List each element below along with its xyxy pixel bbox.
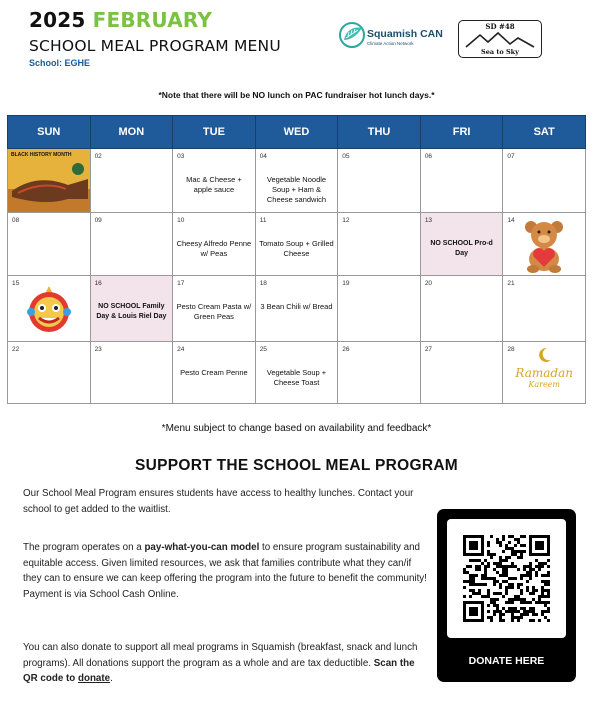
meal-item: Vegetable Soup + Cheese Toast [266, 368, 327, 387]
day-header-sat: SAT [503, 116, 586, 149]
calendar-cell [255, 213, 338, 276]
menu-disclaimer: *Menu subject to change based on availability and feedback* [161, 423, 432, 434]
calendar-day-header [8, 116, 586, 149]
bhm-label: BLACK HISTORY MONTH [11, 152, 72, 158]
p3-bold: Scan the QR code to [23, 657, 415, 684]
support-paragraph-1: Our School Meal Program ensures students have access to healthy lunches. Contact your school to get added to the waitlist. [23, 488, 414, 515]
day-number: 15 [12, 280, 20, 287]
calendar-cell [173, 149, 256, 213]
calendar-cell [8, 213, 91, 276]
meal-item: Mac & Cheese + apple sauce [186, 175, 242, 194]
day-number: 24 [177, 346, 185, 353]
day-number: 25 [259, 346, 267, 353]
support-title: SUPPORT THE SCHOOL MEAL PROGRAM [134, 457, 459, 474]
meal-item: 3 Bean Chili w/ Bread [260, 302, 333, 311]
teddy-bear-heart-icon [521, 217, 567, 273]
day-header-fri: FRI [420, 116, 503, 149]
calendar-body [8, 149, 586, 404]
meal-item: Tomato Soup + Grilled Cheese [259, 239, 334, 258]
sd-tagline: Sea to Sky [481, 48, 519, 56]
meal-item: Cheesy Alfredo Penne w/ Peas [176, 239, 252, 258]
no-school-notice: NO SCHOOL Pro-d Day [430, 240, 493, 257]
calendar-week-3 [8, 276, 586, 342]
p2-text-before: The program operates on a [23, 542, 145, 553]
day-number: 26 [342, 346, 350, 353]
no-school-notice: NO SCHOOL Family Day & Louis Riel Day [96, 303, 167, 320]
p3-text-end: . [110, 673, 113, 684]
ramadan-sub-label: Kareem [528, 380, 560, 389]
meal-item: Vegetable Noodle Soup + Ham & Cheese sandwich [266, 175, 327, 204]
ramadan-label: Ramadan [515, 366, 573, 380]
calendar-week-4 [8, 342, 586, 404]
day-number: 27 [424, 346, 433, 353]
calendar-week-2 [8, 213, 586, 276]
donate-qr-card[interactable] [437, 509, 576, 682]
donate-here-label: DONATE HERE [468, 655, 545, 667]
day-number: 19 [342, 280, 350, 287]
p3-text-before: You can also donate to support all meal programs in Squamish (breakfast, snack and lunch programs). All donations support the program as a whole and are tax deductible. [23, 642, 418, 669]
qr-code-icon[interactable] [447, 519, 566, 638]
calendar-week-1 [8, 149, 586, 213]
day-number: 21 [507, 280, 515, 287]
sd-number: SD #48 [485, 22, 515, 31]
day-number: 09 [94, 217, 102, 224]
calendar-cell [338, 276, 421, 342]
calendar-cell [255, 342, 338, 404]
calendar-cell [90, 276, 173, 342]
calendar-cell [255, 276, 338, 342]
squamish-can-tagline: Climate Action Network [367, 41, 414, 46]
donate-link[interactable]: donate [77, 673, 111, 684]
calendar-cell [420, 276, 503, 342]
calendar-cell [503, 276, 586, 342]
p2-text-after: to ensure program sustainability and equitable access. Given limited resources, we ask that families contribute what they can/if they can to ensure we can keep offering the program into the future to benefit the community! Payment is via School Cash Online. [23, 542, 427, 600]
day-number: 18 [259, 280, 267, 287]
calendar-cell [90, 149, 173, 213]
day-number: 13 [424, 217, 433, 224]
day-number: 06 [424, 153, 433, 160]
calendar-cell [338, 213, 421, 276]
day-header-mon: MON [90, 116, 173, 149]
day-header-sun: SUN [8, 116, 91, 149]
page-subtitle: SCHOOL MEAL PROGRAM MENU [29, 37, 281, 55]
day-header-wed: WED [255, 116, 338, 149]
calendar-cell [255, 149, 338, 213]
p2-bold: pay-what-you-can model [144, 542, 260, 553]
meal-item: Pesto Cream Pasta w/ Green Peas [176, 302, 252, 321]
calendar-cell [8, 276, 91, 342]
meal-calendar [7, 115, 586, 404]
day-number: 16 [94, 280, 102, 287]
calendar-cell [90, 213, 173, 276]
calendar-cell [503, 149, 586, 213]
mountain-icon [460, 30, 540, 50]
calendar-cell [173, 276, 256, 342]
squamish-can-name: Squamish CAN [367, 28, 443, 40]
day-number: 20 [424, 280, 433, 287]
calendar-cell [173, 342, 256, 404]
calendar-cell [338, 149, 421, 213]
support-paragraph-2 [23, 540, 428, 602]
day-number: 07 [507, 153, 515, 160]
calendar-cell [8, 149, 91, 213]
qr-code-area [447, 519, 566, 638]
meal-item: Pesto Cream Penne [180, 368, 248, 377]
support-paragraph-3 [23, 640, 428, 687]
day-header-thu: THU [338, 116, 421, 149]
calendar-cell [173, 213, 256, 276]
calendar-cell [503, 213, 586, 276]
sd48-logo [458, 20, 542, 58]
day-number: 17 [177, 280, 185, 287]
day-number: 14 [507, 217, 515, 224]
day-number: 03 [177, 153, 185, 160]
day-number: 12 [342, 217, 350, 224]
day-number: 23 [94, 346, 102, 353]
calendar-cell [338, 342, 421, 404]
calendar-cell [503, 342, 586, 404]
pac-note: *Note that there will be NO lunch on PAC fundraiser hot lunch days.* [158, 90, 435, 100]
leaf-globe-icon [338, 20, 366, 50]
calendar-cell [420, 342, 503, 404]
calendar-cell [420, 149, 503, 213]
day-number: 11 [259, 217, 267, 224]
day-number: 05 [342, 153, 350, 160]
day-number: 04 [259, 153, 267, 160]
school-name: School: EGHE [29, 58, 91, 68]
day-header-tue: TUE [173, 116, 256, 149]
day-number: 22 [12, 346, 20, 353]
title-year: 2025 [29, 8, 86, 32]
black-history-month-icon [8, 149, 90, 212]
calendar-cell [420, 213, 503, 276]
calendar-cell [90, 342, 173, 404]
lion-dance-icon [22, 282, 76, 336]
day-number: 10 [177, 217, 185, 224]
day-number: 08 [12, 217, 20, 224]
squamish-can-logo [338, 20, 448, 54]
crescent-moon-icon [537, 346, 553, 364]
title-month: FEBRUARY [92, 8, 213, 32]
day-number: 02 [94, 153, 102, 160]
day-number: 28 [507, 346, 515, 353]
calendar-cell [8, 342, 91, 404]
